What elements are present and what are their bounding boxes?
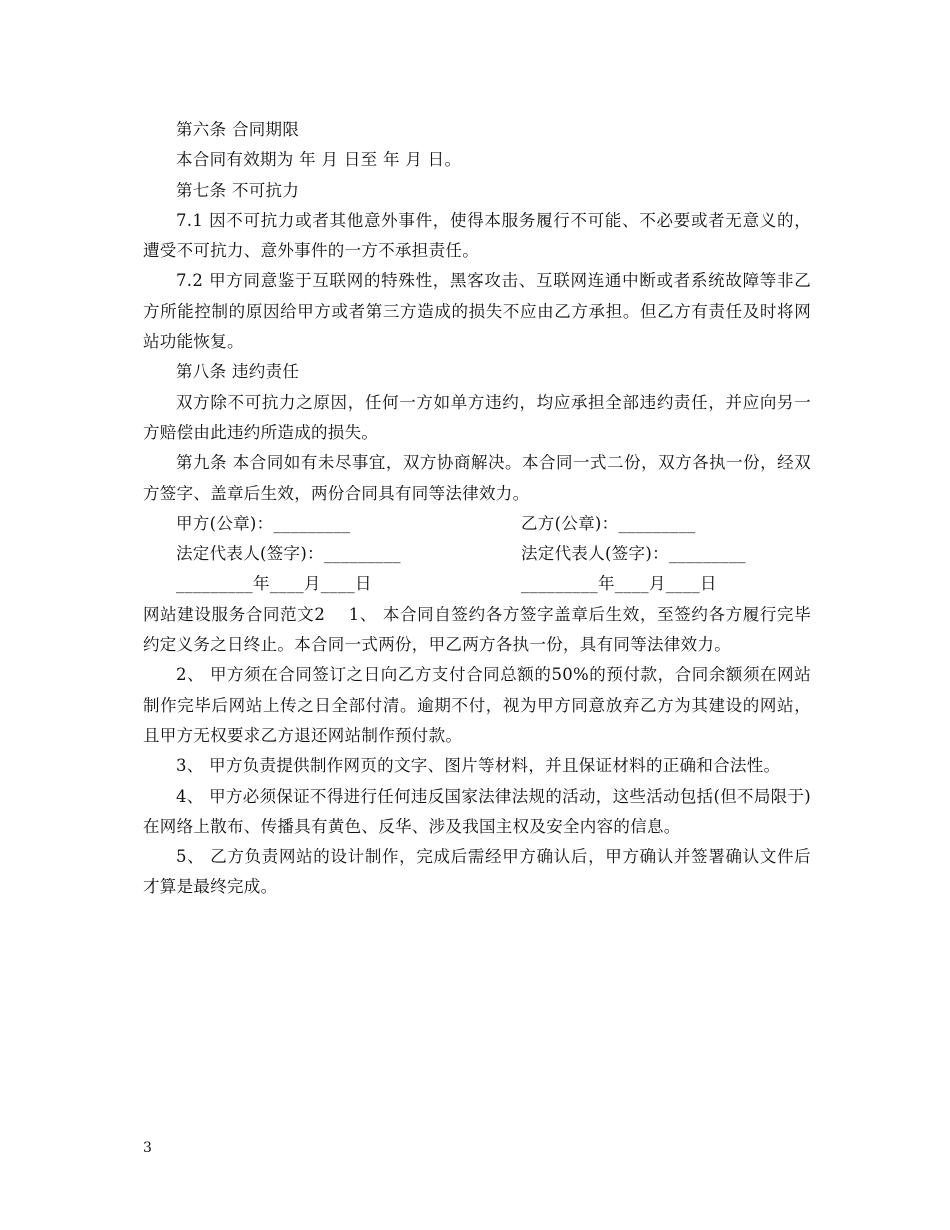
party-b-date-line: _________年____月____日: [521, 574, 717, 594]
document-body: [143, 115, 811, 903]
signature-date-row: [143, 569, 811, 599]
sample-2-clause-2: 2、 甲方须在合同签订之日向乙方支付合同总额的50%的预付款，合同余额须在网站制作完毕后网站上传之日全部付清。逾期不付，视为甲方同意放弃乙方为其建设的网站，且甲方无权要求乙方退还网站制作预付款。: [143, 665, 811, 745]
page-number: 3: [143, 1140, 152, 1156]
article-8-heading: 第八条 违约责任: [176, 362, 300, 382]
article-7-heading: 第七条 不可抗力: [176, 180, 300, 200]
signature-seal-row: [143, 509, 811, 539]
party-a-rep-line: 法定代表人(签字)：_________: [176, 544, 401, 564]
sample-2-clause-3: 3、 甲方负责提供制作网页的文字、图片等材料，并且保证材料的正确和合法性。: [176, 756, 781, 776]
article-9-text: 第九条 本合同如有未尽事宜，双方协商解决。本合同一式二份，双方各执一份，经双方签字、盖章后生效，两份合同具有同等法律效力。: [143, 453, 811, 503]
clause-7-2: 7.2 甲方同意鉴于互联网的特殊性，黑客攻击、互联网连通中断或者系统故障等非乙方所能控制的原因给甲方或者第三方造成的损失不应由乙方承担。但乙方有责任及时将网站功能恢复。: [143, 271, 811, 352]
party-a-seal-line: 甲方(公章)：_________: [176, 513, 351, 533]
party-b-rep-line: 法定代表人(签字)：_________: [521, 544, 746, 564]
breach-liability-text: 双方除不可抗力之原因，任何一方如单方违约，均应承担全部违约责任，并应向另一方赔偿由此违约所造成的损失。: [143, 392, 811, 442]
clause-7-1: 7.1 因不可抗力或者其他意外事件，使得本服务履行不可能、不必要或者无意义的，遭受不可抗力、意外事件的一方不承担责任。: [143, 210, 811, 261]
party-a-date-line: _________年____月____日: [176, 574, 372, 594]
party-b-seal-line: 乙方(公章)：_________: [521, 513, 696, 533]
article-6-heading: 第六条 合同期限: [176, 120, 300, 139]
sample-2-clause-5: 5、 乙方负责网站的设计制作，完成后需经甲方确认后，甲方确认并签署确认文件后才算是最终完成。: [143, 847, 811, 897]
contract-term-text: 本合同有效期为 年 月 日至 年 月 日。: [176, 150, 462, 170]
signature-rep-row: [143, 539, 811, 569]
sample-2-clause-1: 网站建设服务合同范文2 1、 本合同自签约各方签字盖章后生效，至签约各方履行完毕约定义务之日终止。本合同一式两份，甲乙两方各执一份，具有同等法律效力。: [143, 604, 811, 655]
sample-2-clause-4: 4、 甲方必须保证不得进行任何违反国家法律法规的活动，这些活动包括(但不局限于)在网络上散布、传播具有黄色、反华、涉及我国主权及安全内容的信息。: [143, 786, 811, 836]
